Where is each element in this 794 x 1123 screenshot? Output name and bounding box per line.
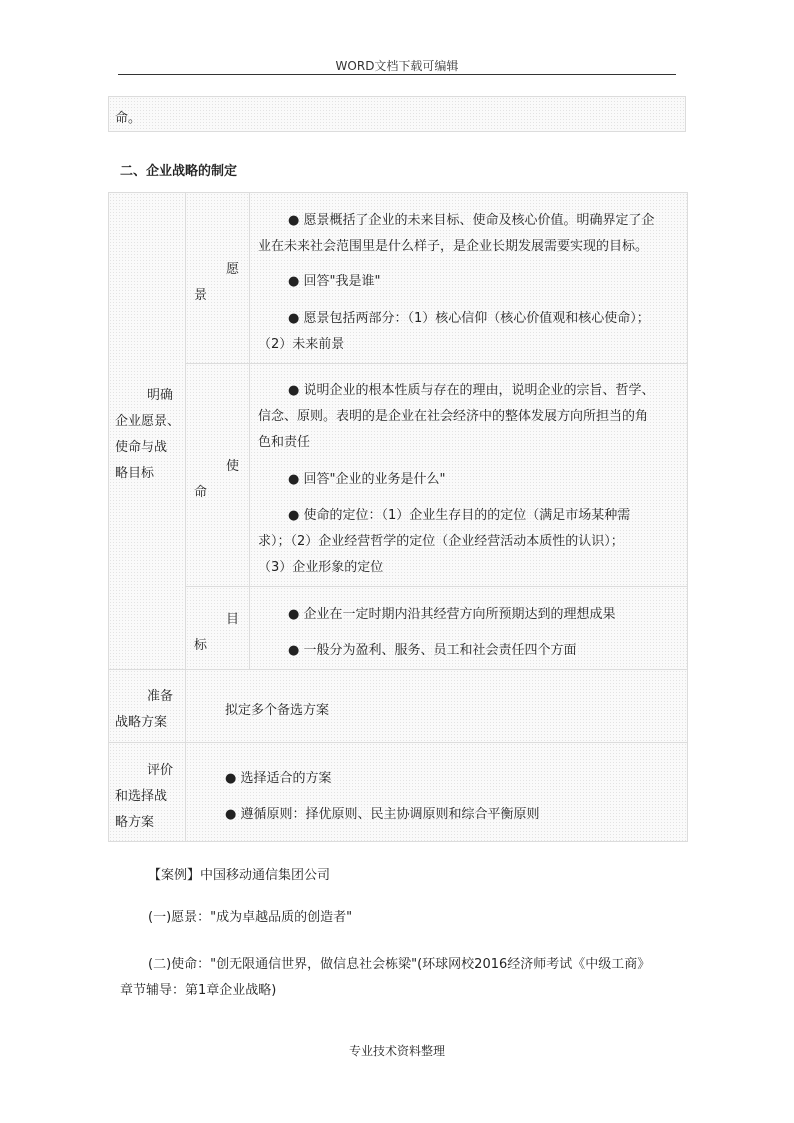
goal-label-bottom: 标 bbox=[194, 638, 208, 653]
header-divider bbox=[118, 74, 676, 75]
case-mission-cont: 章节辅导：第1章企业战略) bbox=[120, 983, 277, 998]
section-title: 二、企业战略的制定 bbox=[120, 164, 238, 179]
group-label-cell bbox=[108, 192, 186, 670]
vision-item: 业在未来社会范围里是什么样子，是企业长期发展需要实现的目标。 bbox=[258, 239, 649, 254]
group-label-line: 明确 bbox=[147, 388, 174, 403]
vision-item: ● 回答"我是谁" bbox=[288, 274, 381, 289]
prepare-label-line: 准备 bbox=[147, 689, 174, 704]
mission-label-top: 使 bbox=[226, 459, 240, 474]
mission-item: ● 回答"企业的业务是什么" bbox=[288, 472, 446, 487]
mission-content-cell bbox=[249, 363, 688, 587]
mission-item: 求）；（2）企业经营哲学的定位（企业经营活动本质性的认识）； bbox=[258, 534, 624, 549]
goal-label-top: 目 bbox=[226, 612, 240, 627]
case-vision: (一)愿景："成为卓越品质的创造者" bbox=[148, 910, 353, 925]
vision-content-cell bbox=[249, 192, 688, 364]
vision-item: （2）未来前景 bbox=[258, 337, 345, 352]
evaluate-label-cell bbox=[108, 742, 186, 842]
evaluate-item: ● 选择适合的方案 bbox=[225, 771, 332, 786]
evaluate-content-cell bbox=[185, 742, 688, 842]
mission-item: （3）企业形象的定位 bbox=[258, 560, 384, 575]
goal-label-cell bbox=[185, 586, 250, 670]
group-label-line: 企业愿景、 bbox=[115, 414, 181, 429]
mission-label-cell bbox=[185, 363, 250, 587]
evaluate-label-line: 略方案 bbox=[115, 815, 155, 830]
mission-item: ● 使命的定位：（1）企业生存目的的定位（满足市场某种需 bbox=[288, 508, 631, 523]
evaluate-label-line: 评价 bbox=[147, 763, 174, 778]
vision-label-top: 愿 bbox=[226, 262, 240, 277]
goal-item: ● 企业在一定时期内沿其经营方向所预期达到的理想成果 bbox=[288, 607, 616, 622]
mission-item: ● 说明企业的根本性质与存在的理由，说明企业的宗旨、哲学、 bbox=[288, 383, 655, 398]
page-header: WORD文档下载可编辑 bbox=[335, 59, 459, 73]
continued-text: 命。 bbox=[115, 111, 142, 126]
mission-item: 信念、原则。表明的是企业在社会经济中的整体发展方向所担当的角 bbox=[258, 409, 649, 424]
case-mission: (二)使命："创无限通信世界，做信息社会栋梁"(环球网校2016经济师考试《中级工商》 bbox=[148, 957, 651, 972]
vision-item: ● 愿景概括了企业的未来目标、使命及核心价值。明确界定了企 bbox=[288, 213, 655, 228]
prepare-content: 拟定多个备选方案 bbox=[225, 703, 330, 718]
case-title: 【案例】中国移动通信集团公司 bbox=[148, 868, 331, 883]
mission-item: 色和责任 bbox=[258, 435, 311, 450]
vision-item: ● 愿景包括两部分：（1）核心信仰（核心价值观和核心使命）； bbox=[288, 311, 650, 326]
page-footer: 专业技术资料整理 bbox=[348, 1044, 445, 1058]
group-label-line: 略目标 bbox=[115, 466, 155, 481]
continued-text-box bbox=[108, 96, 686, 132]
vision-label-cell bbox=[185, 192, 250, 364]
group-label-line: 使命与战 bbox=[115, 440, 168, 455]
prepare-label-cell bbox=[108, 669, 186, 743]
evaluate-label-line: 和选择战 bbox=[115, 789, 168, 804]
vision-label-bottom: 景 bbox=[194, 288, 208, 303]
prepare-label-line: 战略方案 bbox=[115, 715, 168, 730]
prepare-content-cell bbox=[185, 669, 688, 743]
mission-label-bottom: 命 bbox=[194, 485, 208, 500]
goal-content-cell bbox=[249, 586, 688, 670]
goal-item: ● 一般分为盈利、服务、员工和社会责任四个方面 bbox=[288, 643, 577, 658]
evaluate-item: ● 遵循原则：择优原则、民主协调原则和综合平衡原则 bbox=[225, 807, 540, 822]
